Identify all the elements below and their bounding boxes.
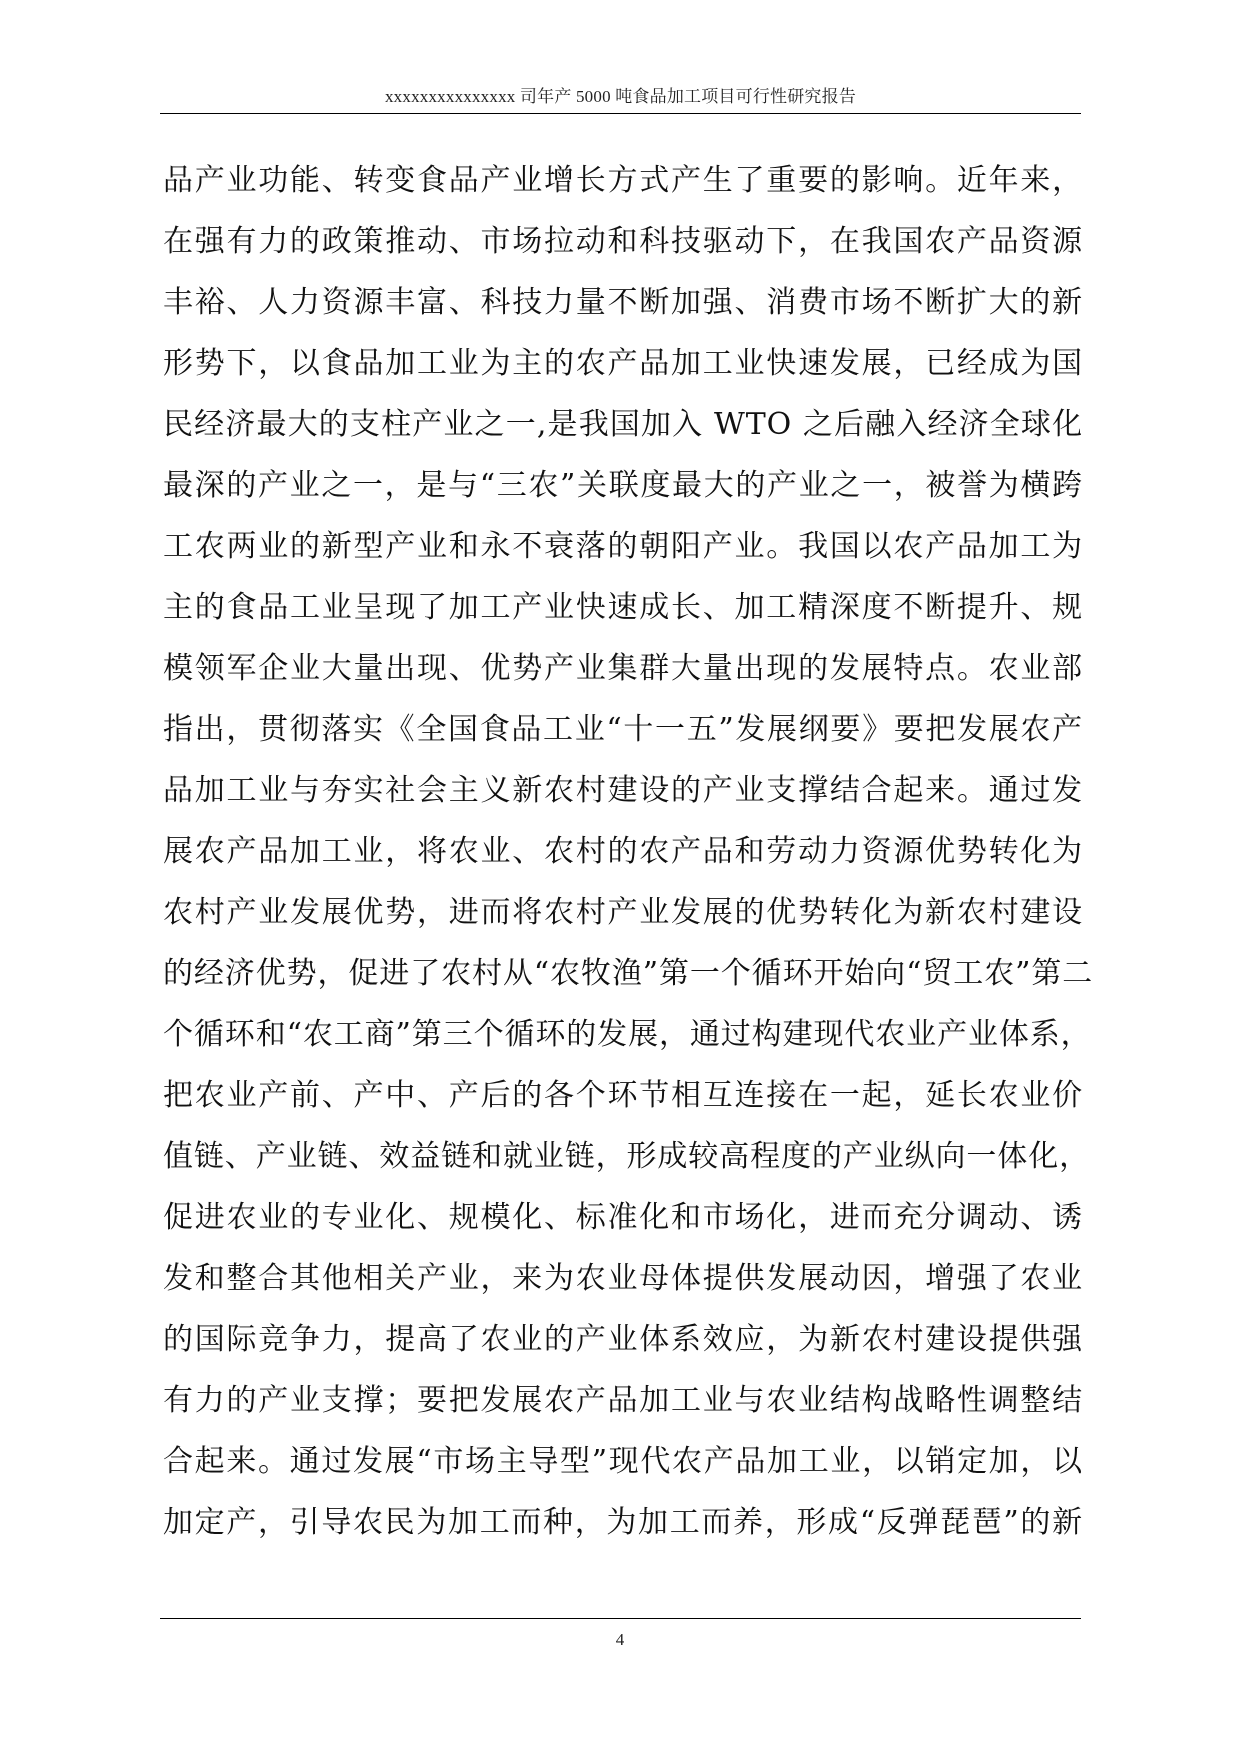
text-line: 工农两业的新型产业和永不衰落的朝阳产业。我国以农产品加工为 (163, 529, 1083, 564)
text-line: 模领军企业大量出现、优势产业集群大量出现的发展特点。农业部 (163, 651, 1083, 686)
footer-divider (160, 1618, 1081, 1619)
running-header: xxxxxxxxxxxxxxx 司年产 5000 吨食品加工项目可行性研究报告 (384, 87, 857, 106)
text-line: 形势下，以食品加工业为主的农产品加工业快速发展，已经成为国 (163, 346, 1083, 381)
text-line: 加定产，引导农民为加工而种，为加工而养，形成“反弹琵琶”的新 (163, 1505, 1083, 1540)
page-number: 4 (615, 1630, 625, 1649)
text-line: 合起来。通过发展“市场主导型”现代农产品加工业，以销定加，以 (163, 1444, 1083, 1479)
body-text (163, 150, 1094, 1553)
text-line: 民经济最大的支柱产业之一,是我国加入 WTO 之后融入经济全球化 (163, 407, 1083, 442)
text-line: 丰裕、人力资源丰富、科技力量不断加强、消费市场不断扩大的新 (163, 285, 1083, 320)
text-line: 最深的产业之一，是与“三农”关联度最大的产业之一，被誉为横跨 (163, 468, 1083, 503)
text-line: 展农产品加工业，将农业、农村的农产品和劳动力资源优势转化为 (163, 834, 1083, 869)
header-divider (160, 113, 1081, 114)
text-line: 指出，贯彻落实《全国食品工业“十一五”发展纲要》要把发展农产 (163, 712, 1083, 747)
text-line: 主的食品工业呈现了加工产业快速成长、加工精深度不断提升、规 (163, 590, 1083, 625)
text-line: 品加工业与夯实社会主义新农村建设的产业支撑结合起来。通过发 (163, 773, 1083, 808)
text-line: 农村产业发展优势，进而将农村产业发展的优势转化为新农村建设 (163, 895, 1083, 930)
text-line: 发和整合其他相关产业，来为农业母体提供发展动因，增强了农业 (163, 1261, 1083, 1296)
text-line: 值链、产业链、效益链和就业链，形成较高程度的产业纵向一体化， (163, 1139, 1090, 1174)
text-line: 品产业功能、转变食品产业增长方式产生了重要的影响。近年来， (163, 163, 1083, 198)
text-line: 促进农业的专业化、规模化、标准化和市场化，进而充分调动、诱 (163, 1200, 1083, 1235)
text-line: 在强有力的政策推动、市场拉动和科技驱动下，在我国农产品资源 (163, 224, 1083, 259)
text-line: 的经济优势，促进了农村从“农牧渔”第一个循环开始向“贸工农”第二 (163, 956, 1094, 991)
text-line: 有力的产业支撑；要把发展农产品加工业与农业结构战略性调整结 (163, 1383, 1083, 1418)
text-line: 的国际竞争力，提高了农业的产业体系效应，为新农村建设提供强 (163, 1322, 1083, 1357)
text-line: 把农业产前、产中、产后的各个环节相互连接在一起，延长农业价 (163, 1078, 1083, 1113)
text-line: 个循环和“农工商”第三个循环的发展，通过构建现代农业产业体系， (163, 1017, 1092, 1052)
